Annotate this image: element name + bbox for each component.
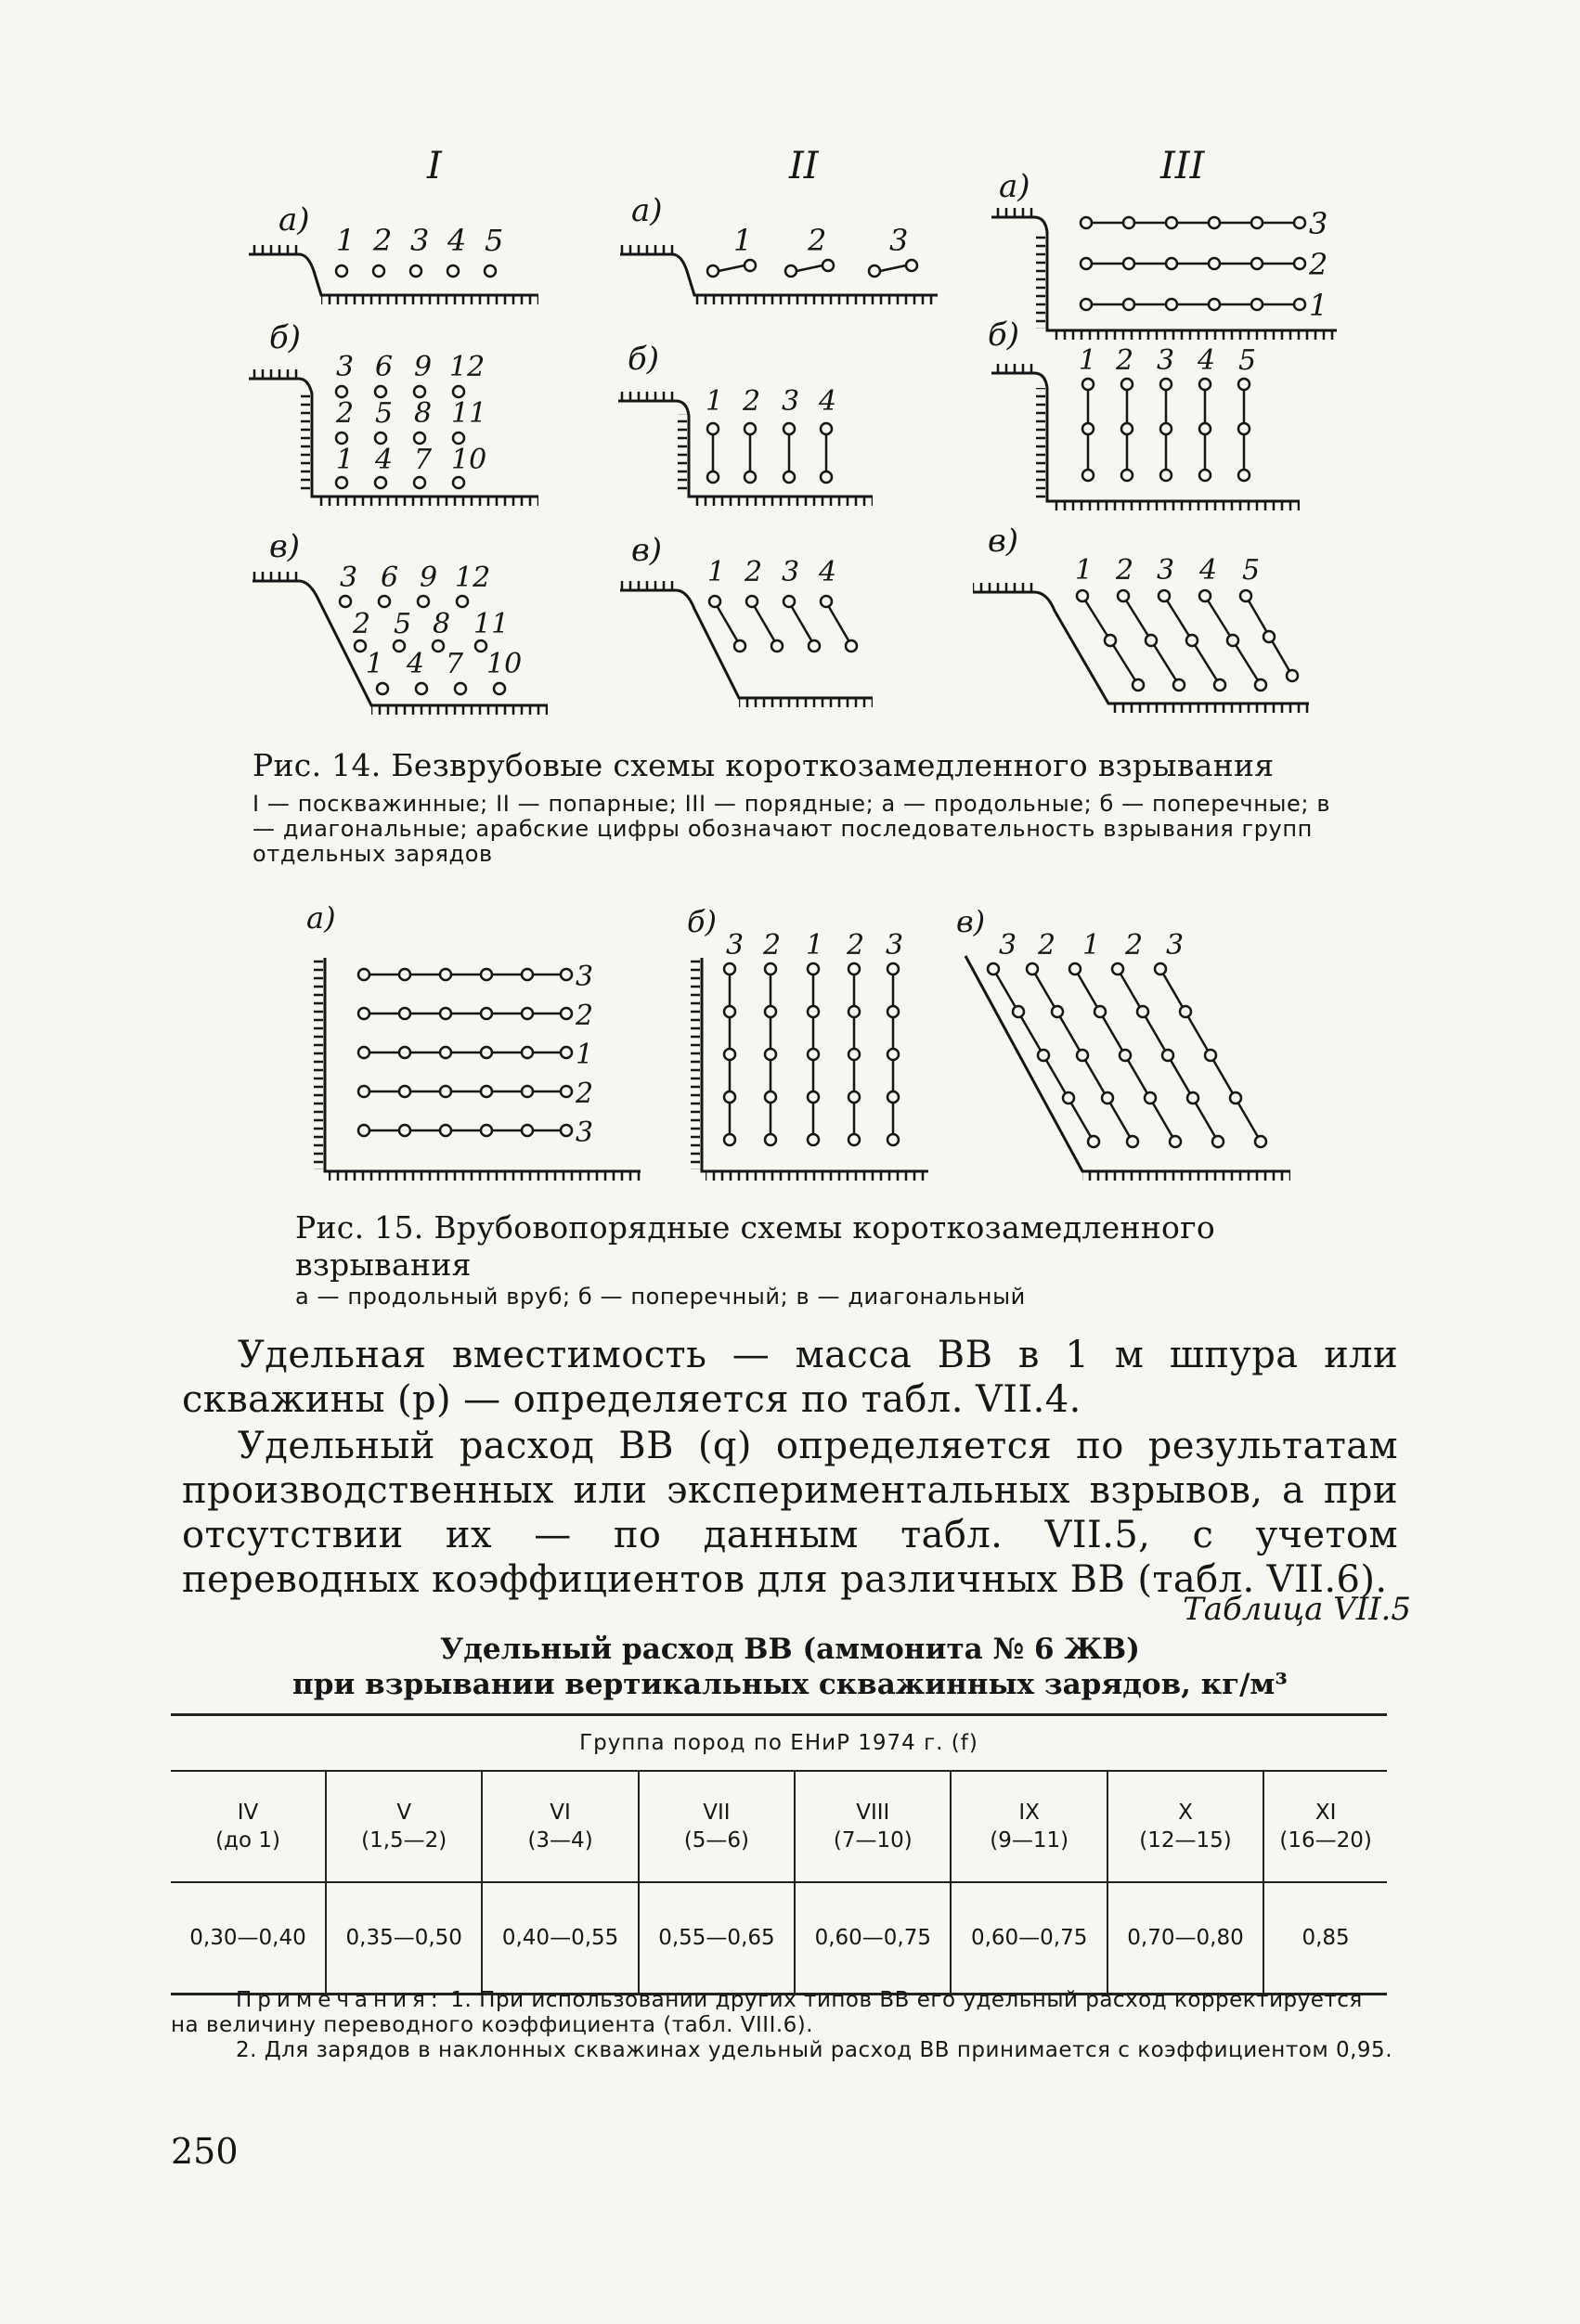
- fig14-III-a-numbers: [1308, 206, 1327, 323]
- value-cell: 0,30—0,40: [171, 1882, 326, 1995]
- svg-text:8: 8: [433, 608, 451, 640]
- svg-text:3: 3: [410, 223, 430, 258]
- svg-text:5: 5: [485, 223, 504, 258]
- svg-text:5: 5: [1238, 344, 1257, 377]
- table-header: Группа пород по ЕНиР 1974 г. (f): [171, 1715, 1387, 1772]
- fig14-I-a-holes: [336, 265, 496, 277]
- group-cell: X (12—15): [1107, 1771, 1263, 1882]
- fig15-c-holes: [988, 963, 1266, 1147]
- figure-15: [0, 891, 1580, 1188]
- svg-text:3: 3: [782, 556, 800, 588]
- svg-text:12: 12: [455, 562, 491, 594]
- svg-text:6: 6: [381, 562, 399, 594]
- bench-profile: [991, 208, 1337, 340]
- svg-text:в): в): [631, 532, 663, 569]
- bench-profile: [991, 364, 1300, 510]
- table-row-groups: [171, 1771, 1387, 1882]
- svg-text:3: 3: [782, 385, 800, 418]
- fig15-row-label-a: а): [306, 900, 336, 936]
- fig14-III-a-rows: [1081, 217, 1305, 310]
- svg-text:4: 4: [447, 223, 467, 258]
- fig14-col-label-III: III: [1160, 145, 1205, 187]
- page-number: 250: [171, 2131, 239, 2172]
- fig14-col-label-I: I: [427, 145, 442, 187]
- bench-profile: [965, 956, 1290, 1181]
- svg-text:1: 1: [366, 648, 384, 680]
- fig15-legend: а — продольный вруб; б — поперечный; в — диагональный: [295, 1284, 1026, 1310]
- fig14-legend: I — поскважинные; II — попарные; III — порядные; а — продольные; б — поперечные; в — диагональные; арабские цифры обозначают последовательность взрывания групп отдельных зарядов: [253, 791, 1331, 867]
- fig14-II-c-pairs: [709, 596, 857, 652]
- value-cell: 0,70—0,80: [1107, 1882, 1263, 1995]
- svg-text:2: 2: [1116, 554, 1134, 587]
- group-cell: V (1,5—2): [326, 1771, 482, 1882]
- svg-text:11: 11: [473, 608, 510, 640]
- notes-heading: Примечания:: [236, 1988, 444, 2012]
- table-title-line1: Удельный расход ВВ (аммонита № 6 ЖВ): [440, 1633, 1140, 1666]
- fig14-caption: Рис. 14. Безврубовые схемы короткозамедленного взрывания: [253, 747, 1275, 783]
- group-cell: VII (5—6): [639, 1771, 795, 1882]
- svg-text:2: 2: [808, 223, 827, 258]
- group-cell: IV (до 1): [171, 1771, 326, 1882]
- svg-text:3: 3: [1157, 344, 1175, 377]
- group-cell: IX (9—11): [951, 1771, 1107, 1882]
- fig14-III-b-rows: [1082, 379, 1250, 481]
- value-cell: 0,85: [1263, 1882, 1387, 1995]
- fig15-a-numbers: [575, 961, 593, 1149]
- fig15-c-numbers: [999, 929, 1184, 962]
- svg-text:а): а): [999, 168, 1030, 205]
- svg-text:1: 1: [733, 223, 753, 258]
- svg-text:9: 9: [420, 562, 438, 594]
- svg-text:2: 2: [763, 929, 782, 962]
- fig14-row-label-c: в): [269, 528, 301, 565]
- value-cell: 0,35—0,50: [326, 1882, 482, 1995]
- value-cell: 0,55—0,65: [639, 1882, 795, 1995]
- group-cell: VIII (7—10): [795, 1771, 951, 1882]
- fig14-II-c-numbers: [707, 556, 836, 588]
- svg-text:1: 1: [1075, 554, 1094, 587]
- svg-text:1: 1: [336, 444, 355, 476]
- svg-text:2: 2: [576, 1000, 594, 1032]
- note-1: 1. При использовании других типов ВВ его удельный расход корректируется на величину переводного коэффициента (табл. VIII.6).: [171, 1988, 1363, 2037]
- fig14-III-c-rows: [1077, 590, 1298, 691]
- svg-text:10: 10: [451, 444, 487, 476]
- fig14-II-b-numbers: [706, 385, 836, 418]
- group-cell: VI (3—4): [482, 1771, 638, 1882]
- svg-text:3: 3: [1166, 929, 1185, 962]
- svg-text:5: 5: [1242, 554, 1261, 587]
- svg-text:4: 4: [1199, 554, 1218, 587]
- svg-text:5: 5: [375, 397, 394, 430]
- svg-text:3: 3: [726, 929, 745, 962]
- note-2: 2. Для зарядов в наклонных скважинах удельный расход ВВ принимается с коэффициентом 0,95.: [236, 2038, 1393, 2062]
- svg-text:2: 2: [847, 929, 865, 962]
- fig14-I-a-numbers: [336, 223, 503, 258]
- svg-text:4: 4: [407, 648, 425, 680]
- table-label: Таблица VII.5: [1183, 1591, 1411, 1628]
- paragraph-specific-consumption: Удельный расход ВВ (q) определяется по результатам производственных или экспериментальных взрывов, а при отсутствии их — по данным табл. VII.5, с учетом переводных коэффициентов для различных ВВ (табл. VII.6).: [182, 1425, 1398, 1601]
- svg-text:4: 4: [819, 556, 837, 588]
- bench-profile: [973, 583, 1309, 713]
- fig15-caption: Рис. 15. Врубовопорядные схемы короткозамедленного взрывания: [295, 1209, 1215, 1283]
- svg-text:2: 2: [576, 1078, 594, 1110]
- svg-text:1: 1: [1309, 288, 1328, 323]
- fig14-II-b-pairs: [707, 423, 832, 483]
- value-cell: 0,60—0,75: [951, 1882, 1107, 1995]
- svg-text:а): а): [631, 192, 663, 229]
- svg-text:7: 7: [414, 444, 433, 476]
- fig15-row-label-b: б): [687, 904, 718, 939]
- table-row-values: [171, 1882, 1387, 1995]
- bench-profile: [249, 369, 538, 506]
- table-notes: [171, 1988, 1396, 2063]
- value-cell: 0,40—0,55: [482, 1882, 638, 1995]
- value-cell: 0,60—0,75: [795, 1882, 951, 1995]
- svg-text:1: 1: [806, 929, 824, 962]
- svg-text:1: 1: [706, 385, 724, 418]
- svg-text:2: 2: [1038, 929, 1056, 962]
- fig15-b-holes: [724, 963, 899, 1145]
- svg-text:4: 4: [375, 444, 394, 476]
- svg-text:3: 3: [1309, 206, 1328, 241]
- svg-text:3: 3: [886, 929, 904, 962]
- fig14-row-label-a: а): [278, 201, 310, 239]
- svg-text:6: 6: [375, 351, 394, 383]
- fig14-III-b-numbers: [1079, 344, 1256, 377]
- svg-text:2: 2: [1309, 247, 1328, 282]
- svg-text:11: 11: [451, 397, 487, 430]
- svg-text:1: 1: [1079, 344, 1097, 377]
- svg-text:7: 7: [446, 648, 464, 680]
- table-title-line2: при взрывании вертикальных скважинных зарядов, кг/м³: [292, 1668, 1288, 1701]
- svg-text:3: 3: [336, 351, 355, 383]
- svg-text:3: 3: [576, 1117, 594, 1149]
- svg-text:2: 2: [373, 223, 393, 258]
- fig14-row-label-b: б): [269, 319, 302, 356]
- group-cell: XI (16—20): [1263, 1771, 1387, 1882]
- svg-text:3: 3: [889, 223, 909, 258]
- fig14-II-a-numbers: [733, 223, 908, 258]
- table-title: [182, 1632, 1398, 1702]
- svg-text:1: 1: [707, 556, 726, 588]
- figure-14: [0, 0, 1580, 742]
- fig15-row-label-c: в): [956, 904, 986, 939]
- svg-text:б): б): [628, 341, 660, 378]
- svg-text:2: 2: [336, 397, 355, 430]
- svg-text:2: 2: [743, 385, 761, 418]
- fig14-II-a-pairs: [707, 260, 917, 277]
- svg-text:2: 2: [745, 556, 763, 588]
- svg-text:1: 1: [1082, 929, 1101, 962]
- svg-text:8: 8: [414, 397, 433, 430]
- svg-text:9: 9: [414, 351, 433, 383]
- svg-text:3: 3: [999, 929, 1017, 962]
- svg-text:в): в): [988, 523, 1019, 560]
- paragraph-specific-capacity: Удельная вместимость — масса ВВ в 1 м шпура или скважины (p) — определяется по табл. VII.4.: [182, 1334, 1398, 1421]
- svg-text:10: 10: [486, 648, 523, 680]
- fig15-a-rows: [364, 975, 566, 1130]
- fig14-I-b-numbers: [335, 351, 486, 476]
- fig14-III-c-numbers: [1075, 554, 1260, 587]
- fig14-col-label-II: II: [789, 145, 819, 187]
- svg-text:3: 3: [340, 562, 358, 594]
- consumption-table: [171, 1713, 1387, 1995]
- svg-text:2: 2: [353, 608, 371, 640]
- svg-text:5: 5: [394, 608, 412, 640]
- svg-text:2: 2: [1116, 344, 1134, 377]
- svg-text:б): б): [988, 316, 1020, 354]
- svg-text:4: 4: [1198, 344, 1216, 377]
- svg-text:12: 12: [449, 351, 486, 383]
- fig14-I-b-holes: [336, 386, 464, 488]
- svg-text:3: 3: [576, 961, 594, 993]
- svg-text:2: 2: [1125, 929, 1144, 962]
- fig14-I-c-numbers: [340, 562, 522, 680]
- fig15-b-numbers: [726, 929, 903, 962]
- svg-text:1: 1: [336, 223, 356, 258]
- svg-text:1: 1: [576, 1039, 594, 1071]
- svg-text:4: 4: [819, 385, 837, 418]
- svg-text:3: 3: [1157, 554, 1175, 587]
